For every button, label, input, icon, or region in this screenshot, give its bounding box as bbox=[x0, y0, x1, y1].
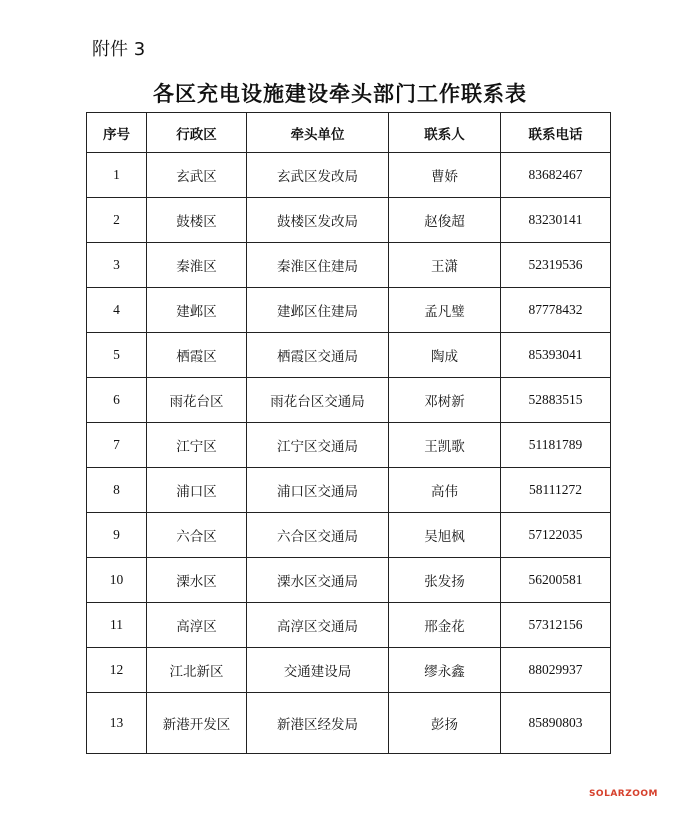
row-index: 2 bbox=[87, 198, 147, 243]
table-row bbox=[87, 603, 611, 648]
row-lead-unit: 江宁区交通局 bbox=[247, 423, 389, 468]
row-district: 江宁区 bbox=[147, 423, 247, 468]
table-row bbox=[87, 693, 611, 754]
row-district: 秦淮区 bbox=[147, 243, 247, 288]
row-contact-person: 王潇 bbox=[389, 243, 501, 288]
row-index: 11 bbox=[87, 603, 147, 648]
header-district: 行政区 bbox=[147, 113, 247, 153]
row-contact-person: 张发扬 bbox=[389, 558, 501, 603]
table-row bbox=[87, 198, 611, 243]
row-phone: 51181789 bbox=[501, 423, 611, 468]
row-phone: 57122035 bbox=[501, 513, 611, 558]
row-lead-unit: 栖霞区交通局 bbox=[247, 333, 389, 378]
row-index: 5 bbox=[87, 333, 147, 378]
row-district: 浦口区 bbox=[147, 468, 247, 513]
table-row bbox=[87, 648, 611, 693]
table-row bbox=[87, 423, 611, 468]
row-contact-person: 邓树新 bbox=[389, 378, 501, 423]
row-index: 8 bbox=[87, 468, 147, 513]
row-lead-unit: 新港区经发局 bbox=[247, 693, 389, 754]
row-lead-unit: 建邺区住建局 bbox=[247, 288, 389, 333]
row-lead-unit: 秦淮区住建局 bbox=[247, 243, 389, 288]
row-phone: 83230141 bbox=[501, 198, 611, 243]
table-row bbox=[87, 288, 611, 333]
row-contact-person: 邢金花 bbox=[389, 603, 501, 648]
row-district: 鼓楼区 bbox=[147, 198, 247, 243]
row-district: 玄武区 bbox=[147, 153, 247, 198]
row-contact-person: 高伟 bbox=[389, 468, 501, 513]
row-phone: 88029937 bbox=[501, 648, 611, 693]
header-index: 序号 bbox=[87, 113, 147, 153]
row-index: 10 bbox=[87, 558, 147, 603]
header-contact-person: 联系人 bbox=[389, 113, 501, 153]
row-lead-unit: 交通建设局 bbox=[247, 648, 389, 693]
row-district: 建邺区 bbox=[147, 288, 247, 333]
row-district: 高淳区 bbox=[147, 603, 247, 648]
row-phone: 85890803 bbox=[501, 693, 611, 754]
table-row bbox=[87, 333, 611, 378]
row-district: 溧水区 bbox=[147, 558, 247, 603]
row-index: 7 bbox=[87, 423, 147, 468]
table-row bbox=[87, 558, 611, 603]
row-district: 雨花台区 bbox=[147, 378, 247, 423]
document-title: 各区充电设施建设牵头部门工作联系表 bbox=[153, 82, 527, 106]
row-contact-person: 吴旭枫 bbox=[389, 513, 501, 558]
row-phone: 58111272 bbox=[501, 468, 611, 513]
contact-table bbox=[86, 112, 611, 754]
watermark-logo: SOLARZOOM bbox=[588, 789, 658, 799]
row-district: 新港开发区 bbox=[147, 693, 247, 754]
row-phone: 85393041 bbox=[501, 333, 611, 378]
row-lead-unit: 高淳区交通局 bbox=[247, 603, 389, 648]
table-row bbox=[87, 378, 611, 423]
table-row bbox=[87, 468, 611, 513]
row-lead-unit: 玄武区发改局 bbox=[247, 153, 389, 198]
table-header-row bbox=[87, 113, 611, 153]
row-phone: 87778432 bbox=[501, 288, 611, 333]
row-contact-person: 赵俊超 bbox=[389, 198, 501, 243]
row-phone: 56200581 bbox=[501, 558, 611, 603]
table-row bbox=[87, 153, 611, 198]
row-index: 1 bbox=[87, 153, 147, 198]
row-contact-person: 曹娇 bbox=[389, 153, 501, 198]
row-index: 4 bbox=[87, 288, 147, 333]
row-phone: 83682467 bbox=[501, 153, 611, 198]
row-district: 栖霞区 bbox=[147, 333, 247, 378]
table-row bbox=[87, 243, 611, 288]
row-lead-unit: 浦口区交通局 bbox=[247, 468, 389, 513]
row-district: 六合区 bbox=[147, 513, 247, 558]
attachment-label: 附件 3 bbox=[92, 39, 146, 60]
row-district: 江北新区 bbox=[147, 648, 247, 693]
row-index: 12 bbox=[87, 648, 147, 693]
row-lead-unit: 溧水区交通局 bbox=[247, 558, 389, 603]
row-index: 3 bbox=[87, 243, 147, 288]
table-row bbox=[87, 513, 611, 558]
row-phone: 52319536 bbox=[501, 243, 611, 288]
row-index: 6 bbox=[87, 378, 147, 423]
row-lead-unit: 雨花台区交通局 bbox=[247, 378, 389, 423]
row-phone: 52883515 bbox=[501, 378, 611, 423]
row-index: 9 bbox=[87, 513, 147, 558]
row-contact-person: 彭扬 bbox=[389, 693, 501, 754]
row-contact-person: 孟凡璧 bbox=[389, 288, 501, 333]
header-lead-unit: 牵头单位 bbox=[247, 113, 389, 153]
row-index: 13 bbox=[87, 693, 147, 754]
row-contact-person: 缪永鑫 bbox=[389, 648, 501, 693]
row-contact-person: 陶成 bbox=[389, 333, 501, 378]
row-lead-unit: 六合区交通局 bbox=[247, 513, 389, 558]
header-phone: 联系电话 bbox=[501, 113, 611, 153]
row-lead-unit: 鼓楼区发改局 bbox=[247, 198, 389, 243]
row-contact-person: 王凯歌 bbox=[389, 423, 501, 468]
row-phone: 57312156 bbox=[501, 603, 611, 648]
